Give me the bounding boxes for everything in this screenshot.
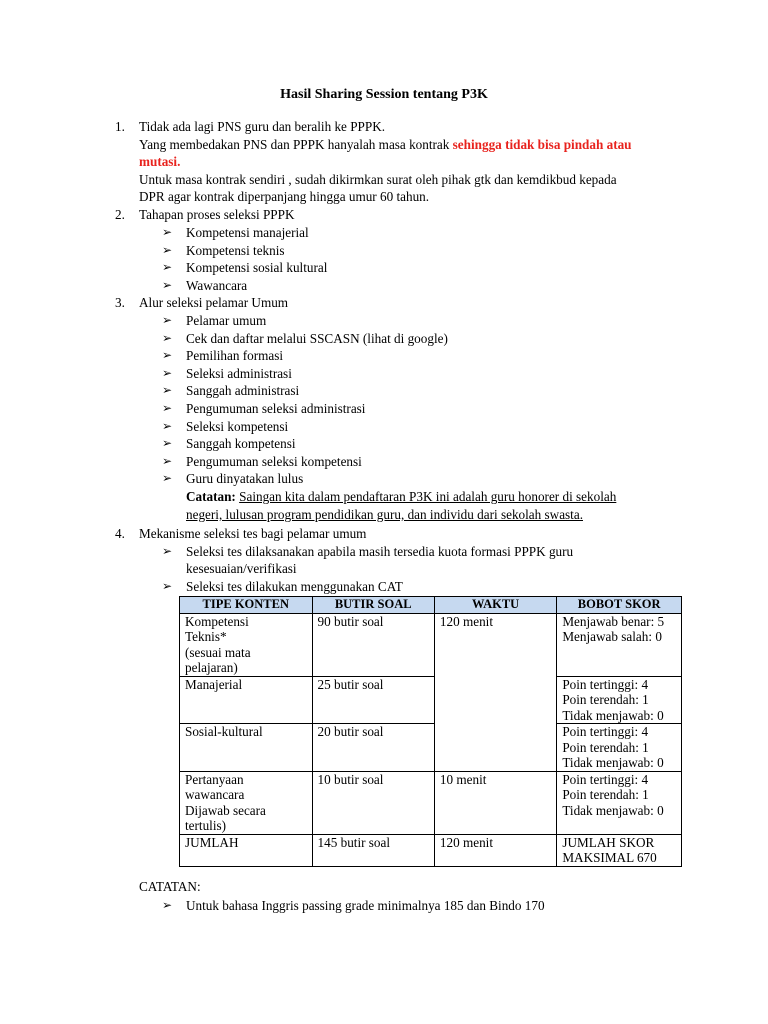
table-row bbox=[180, 771, 682, 834]
bullet-text: Kompetensi manajerial bbox=[186, 225, 309, 240]
bullet-text: Pengumuman seleksi kompetensi bbox=[186, 453, 362, 469]
cell-bobot bbox=[557, 771, 682, 834]
arrow-bullet-icon: ➢ bbox=[162, 348, 173, 363]
table-row bbox=[180, 676, 682, 724]
cell-butir: 20 butir soal bbox=[312, 724, 434, 772]
item-heading: Mekanisme seleksi tes bagi pelamar umum bbox=[139, 526, 367, 541]
item-text: DPR agar kontrak diperpanjang hingga umur 60 tahun. bbox=[139, 189, 430, 204]
note-line bbox=[186, 488, 616, 506]
cell-line: MAKSIMAL 670 bbox=[562, 850, 657, 865]
document-title: Hasil Sharing Session tentang P3K bbox=[280, 87, 488, 102]
bullet-text: kesesuaian/verifikasi bbox=[186, 561, 297, 576]
arrow-bullet-icon: ➢ bbox=[162, 225, 173, 239]
cell-bobot bbox=[557, 834, 682, 866]
cell-bobot bbox=[557, 613, 682, 676]
cell-line: Menjawab salah: 0 bbox=[562, 629, 662, 644]
catatan-label: CATATAN: bbox=[139, 879, 201, 894]
item-heading: Alur seleksi pelamar Umum bbox=[139, 295, 289, 310]
cell-tipe bbox=[180, 613, 313, 676]
cell-line: Dijawab secara bbox=[185, 802, 266, 818]
cell-tipe bbox=[180, 771, 313, 834]
cell-line: Tidak menjawab: 0 bbox=[562, 707, 664, 723]
arrow-bullet-icon: ➢ bbox=[162, 242, 173, 257]
arrow-bullet-icon: ➢ bbox=[162, 418, 173, 433]
bullet-text: Wawancara bbox=[186, 277, 248, 293]
note-label: Catatan: bbox=[186, 489, 236, 504]
cell-line: Tidak menjawab: 0 bbox=[562, 755, 664, 770]
arrow-bullet-icon: ➢ bbox=[162, 365, 173, 380]
bullet-text: Seleksi tes dilakukan menggunakan CAT bbox=[186, 579, 403, 594]
arrow-bullet-icon: ➢ bbox=[162, 436, 173, 451]
cell-waktu: 120 menit bbox=[434, 834, 556, 866]
cell-line: Poin terendah: 1 bbox=[562, 692, 649, 707]
selection-table bbox=[179, 596, 682, 867]
cell-tipe: JUMLAH bbox=[180, 834, 313, 866]
table-row bbox=[180, 613, 682, 676]
arrow-bullet-icon: ➢ bbox=[162, 401, 173, 415]
bullet-text: Guru dinyatakan lulus bbox=[186, 471, 304, 487]
cell-waktu: 120 menit bbox=[434, 613, 556, 771]
cell-butir: 25 butir soal bbox=[312, 676, 434, 724]
cell-butir: 145 butir soal bbox=[312, 834, 434, 866]
bullet-text: Kompetensi teknis bbox=[186, 242, 285, 258]
header-cell: BOBOT SKOR bbox=[557, 597, 682, 614]
cell-line: tertulis) bbox=[185, 818, 227, 833]
cell-line: Teknis* bbox=[185, 629, 227, 644]
header-cell: BUTIR SOAL bbox=[312, 597, 434, 614]
header-cell: TIPE KONTEN bbox=[180, 597, 313, 614]
cell-tipe: Manajerial bbox=[180, 676, 313, 724]
cell-line: Poin terendah: 1 bbox=[562, 739, 649, 755]
cell-line: (sesuai mata bbox=[185, 644, 251, 660]
item-text bbox=[139, 136, 632, 154]
arrow-bullet-icon: ➢ bbox=[162, 544, 173, 558]
cell-butir: 90 butir soal bbox=[312, 613, 434, 676]
item-number: 4. bbox=[115, 526, 125, 541]
arrow-bullet-icon: ➢ bbox=[162, 579, 173, 593]
cell-waktu: 10 menit bbox=[434, 771, 556, 834]
arrow-bullet-icon: ➢ bbox=[162, 260, 173, 275]
cell-bobot bbox=[557, 676, 682, 724]
cell-line: Tidak menjawab: 0 bbox=[562, 802, 664, 818]
arrow-bullet-icon: ➢ bbox=[162, 898, 173, 912]
arrow-bullet-icon: ➢ bbox=[162, 383, 173, 398]
table-row-total bbox=[180, 834, 682, 866]
bullet-text: Seleksi tes dilaksanakan apabila masih tersedia kuota formasi PPPK guru bbox=[186, 544, 574, 559]
note-text: Saingan kita dalam pendaftaran P3K ini adalah guru honorer di sekolah bbox=[239, 489, 617, 504]
cell-tipe: Sosial-kultural bbox=[180, 724, 313, 772]
item-number: 2. bbox=[115, 207, 125, 222]
cell-line: Poin tertinggi: 4 bbox=[562, 724, 649, 739]
arrow-bullet-icon: ➢ bbox=[162, 471, 173, 486]
bullet-text: Seleksi kompetensi bbox=[186, 418, 289, 434]
note-text: negeri, lulusan program pendidikan guru, dan individu dari sekolah swasta. bbox=[186, 507, 583, 522]
cell-bobot bbox=[557, 724, 682, 772]
cell-line: Poin tertinggi: 4 bbox=[562, 676, 649, 692]
arrow-bullet-icon: ➢ bbox=[162, 330, 173, 345]
item-number: 1. bbox=[115, 119, 125, 134]
cell-line: Poin terendah: 1 bbox=[562, 787, 649, 802]
text-normal: Yang membedakan PNS dan PPPK hanyalah masa kontrak bbox=[139, 137, 453, 152]
cell-line: wawancara bbox=[185, 787, 245, 802]
table-header-row bbox=[180, 597, 682, 614]
cell-line: Kompetensi bbox=[185, 613, 249, 629]
arrow-bullet-icon: ➢ bbox=[162, 313, 173, 327]
bullet-text: Untuk bahasa Inggris passing grade minimalnya 185 dan Bindo 170 bbox=[186, 898, 545, 913]
bullet-text: Pemilihan formasi bbox=[186, 348, 284, 364]
bullet-text: Sanggah administrasi bbox=[186, 383, 300, 399]
text-emphasis-red: sehingga tidak bisa pindah atau bbox=[452, 137, 632, 152]
table-row bbox=[180, 724, 682, 772]
bullet-text: Pengumuman seleksi administrasi bbox=[186, 401, 366, 416]
arrow-bullet-icon: ➢ bbox=[162, 453, 173, 468]
text-emphasis-red: mutasi. bbox=[139, 154, 181, 169]
item-text: Untuk masa kontrak sendiri , sudah dikirmkan surat oleh pihak gtk dan kemdikbud kepada bbox=[139, 172, 617, 187]
cell-line: Pertanyaan bbox=[185, 771, 244, 787]
bullet-text: Pelamar umum bbox=[186, 313, 267, 328]
item-heading: Tahapan proses seleksi PPPK bbox=[139, 207, 295, 222]
header-cell: WAKTU bbox=[434, 597, 556, 614]
cell-line: JUMLAH SKOR bbox=[562, 834, 655, 850]
cell-line: Menjawab benar: 5 bbox=[562, 613, 665, 629]
bullet-text: Seleksi administrasi bbox=[186, 365, 292, 381]
bullet-text: Sanggah kompetensi bbox=[186, 436, 296, 452]
bullet-text: Kompetensi sosial kultural bbox=[186, 260, 328, 276]
cell-butir: 10 butir soal bbox=[312, 771, 434, 834]
arrow-bullet-icon: ➢ bbox=[162, 277, 173, 292]
cell-line: pelajaran) bbox=[185, 660, 238, 675]
bullet-text: Cek dan daftar melalui SSCASN (lihat di google) bbox=[186, 330, 448, 346]
cell-line: Poin tertinggi: 4 bbox=[562, 771, 649, 787]
item-number: 3. bbox=[115, 295, 125, 310]
item-text: Tidak ada lagi PNS guru dan beralih ke PPPK. bbox=[139, 119, 386, 134]
